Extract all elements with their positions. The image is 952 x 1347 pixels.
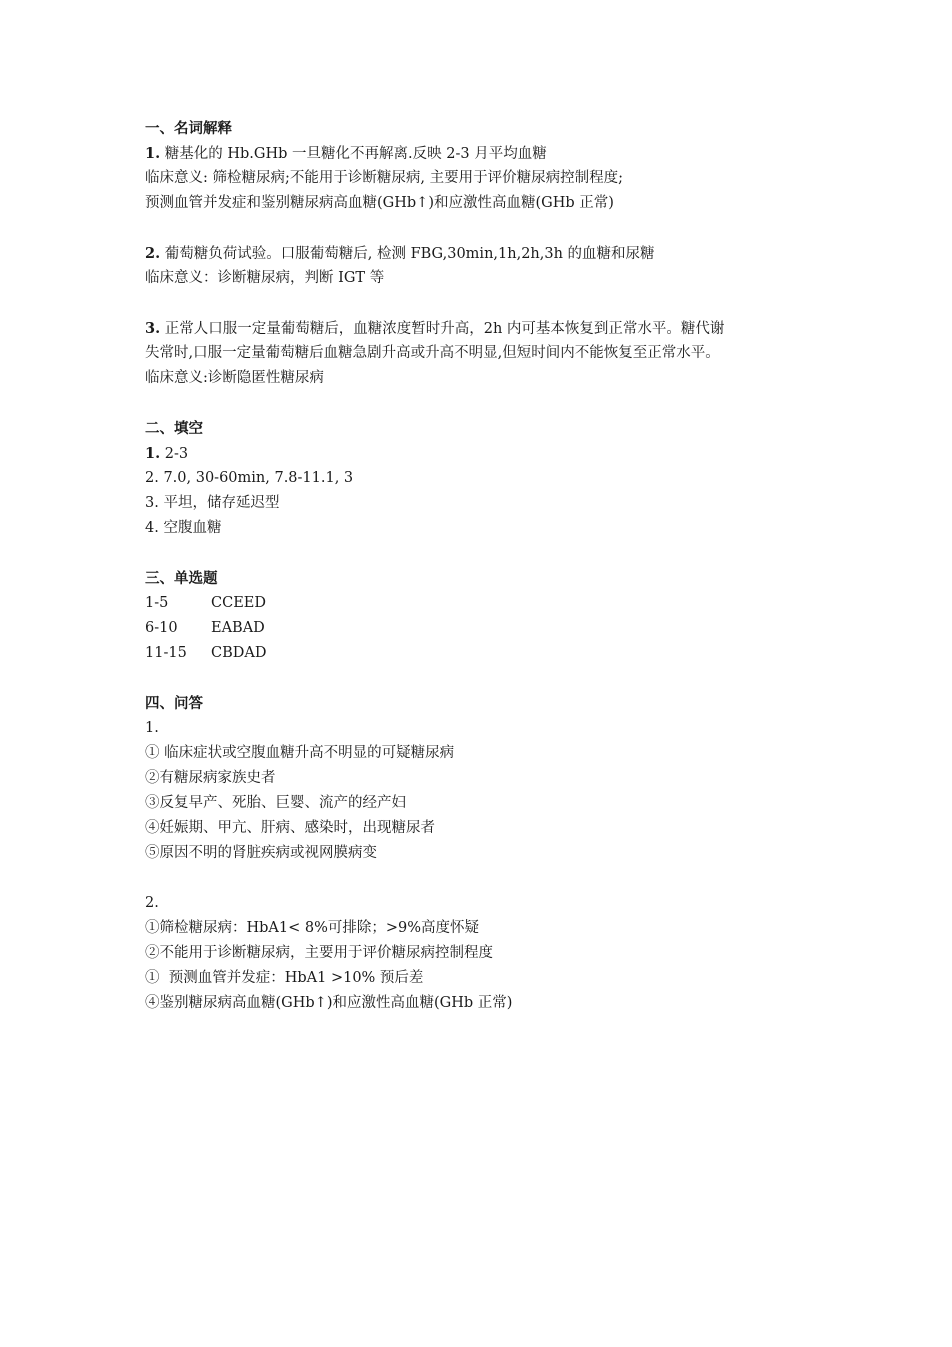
fill-answer-1-text: 2-3: [160, 446, 189, 462]
qa-2-item: ②不能用于诊断糖尿病，主要用于评价糖尿病控制程度: [145, 945, 493, 961]
qa-1-item: ① 临床症状或空腹血糖升高不明显的可疑糖尿病: [145, 745, 455, 761]
fill-answer-4: 4. 空腹血糖: [145, 520, 222, 536]
section-heading-single-choice: 三、单选题: [145, 570, 218, 587]
mcq-answers: CCEED: [211, 595, 266, 611]
document-page: [145, 116, 825, 1016]
section-heading-terms: 一、名词解释: [145, 120, 232, 137]
qa-1-item: ③反复早产、死胎、巨婴、流产的经产妇: [145, 795, 406, 811]
spacer: [145, 541, 825, 566]
term-2-line-2: 临床意义：诊断糖尿病，判断 IGT 等: [145, 270, 385, 286]
fill-answer-1-number: 1.: [145, 445, 161, 462]
term-2-definition: 葡萄糖负荷试验。口服葡萄糖后, 检测 FBG,30min,1h,2h,3h 的血糖和尿糖: [160, 246, 655, 262]
section-heading-qa: 四、问答: [145, 695, 203, 712]
mcq-row: [145, 591, 825, 616]
qa-1-item: ④妊娠期、甲亢、肝病、感染时，出现糖尿者: [145, 820, 435, 836]
mcq-answers: CBDAD: [211, 645, 267, 661]
mcq-row: [145, 616, 825, 641]
term-1-line-1: [145, 141, 825, 166]
mcq-range: 6-10: [145, 620, 178, 636]
spacer: [145, 391, 825, 416]
fill-answer-2: 2. 7.0, 30-60min, 7.8-11.1, 3: [145, 470, 354, 486]
term-2-number: 2.: [145, 245, 161, 262]
section-heading-fill-blank: 二、填空: [145, 420, 203, 437]
mcq-range: 1-5: [145, 595, 169, 611]
term-3-line-3: 临床意义:诊断隐匿性糖尿病: [145, 370, 324, 386]
qa-2-item: ④鉴别糖尿病高血糖(GHb↑)和应激性高血糖(GHb 正常): [145, 995, 513, 1011]
term-3-definition: 正常人口服一定量葡萄糖后，血糖浓度暂时升高，2h 内可基本恢复到正常水平。糖代谢: [160, 321, 725, 337]
spacer: [145, 866, 825, 891]
term-1-line-2: 临床意义: 筛检糖尿病;不能用于诊断糖尿病, 主要用于评价糖尿病控制程度;: [145, 170, 623, 186]
fill-answer-1: [145, 441, 825, 466]
qa-2-item: ①筛检糖尿病：HbA1< 8%可排除；>9%高度怀疑: [145, 920, 480, 936]
mcq-range: 11-15: [145, 645, 187, 661]
term-3-line-2: 失常时,口服一定量葡萄糖后血糖急剧升高或升高不明显,但短时间内不能恢复至正常水平。: [145, 345, 720, 361]
fill-answer-3: 3. 平坦，储存延迟型: [145, 495, 280, 511]
qa-2-item: ① 预测血管并发症：HbA1 >10% 预后差: [145, 970, 424, 986]
qa-1-label: 1.: [145, 720, 159, 736]
spacer: [145, 666, 825, 691]
term-1-line-3: 预测血管并发症和鉴别糖尿病高血糖(GHb↑)和应激性高血糖(GHb 正常): [145, 195, 614, 211]
mcq-answers: EABAD: [211, 620, 265, 636]
mcq-row: [145, 641, 825, 666]
term-3-number: 3.: [145, 320, 161, 337]
term-2-line-1: [145, 241, 825, 266]
qa-2-label: 2.: [145, 895, 159, 911]
term-1-definition: 糖基化的 Hb.GHb 一旦糖化不再解离.反映 2-3 月平均血糖: [160, 146, 547, 162]
qa-1-item: ②有糖尿病家族史者: [145, 770, 276, 786]
spacer: [145, 216, 825, 241]
term-3-line-1: [145, 316, 825, 341]
qa-1-item: ⑤原因不明的肾脏疾病或视网膜病变: [145, 845, 377, 861]
term-1-number: 1.: [145, 145, 161, 162]
spacer: [145, 291, 825, 316]
